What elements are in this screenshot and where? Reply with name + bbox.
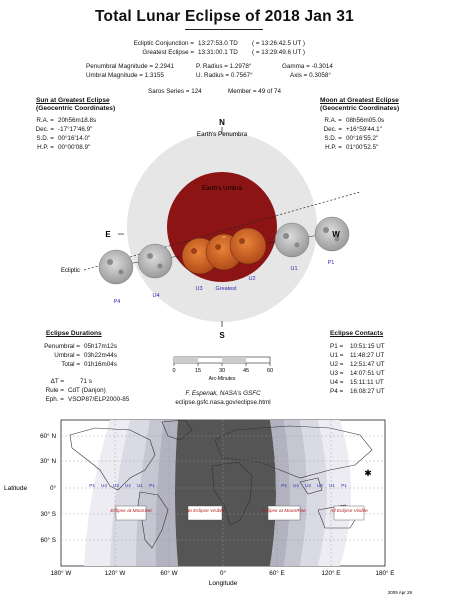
map-mark-p4-west: P4	[89, 483, 95, 488]
contact-label-u3: U3	[195, 286, 203, 292]
map-mark-p4-east: P4	[281, 483, 287, 488]
umbral-duration-label: Umbral =	[54, 352, 80, 359]
lat-tick-60n: 60° N	[40, 433, 56, 440]
moon-sd-label: S.D. =	[324, 135, 342, 142]
contact-u2-time: 12:51:47 UT	[350, 361, 385, 368]
contact-u3-label: U3 =	[330, 370, 344, 377]
sun-sd-value: 00°16'14.0"	[58, 135, 91, 142]
sun-dec-value: -17°17'46.9"	[58, 126, 93, 133]
contact-u1-label: U1 =	[330, 352, 344, 359]
scale-tick-0: 0	[172, 368, 176, 374]
saros-series: Saros Series = 124	[148, 88, 202, 95]
moon-subheading: (Geocentric Coordinates)	[320, 105, 400, 112]
moon-u4	[138, 244, 172, 278]
sun-hp-label: H.P. =	[37, 144, 54, 151]
sun-sd-label: S.D. =	[36, 135, 54, 142]
durations-heading: Eclipse Durations	[46, 330, 102, 337]
rule-value: CdT (Danjon)	[68, 387, 106, 394]
sublunar-point-icon: ✱	[364, 468, 372, 478]
scale-unit-label: Arc-Minutes	[208, 376, 236, 382]
map-mark-u3-east: U3	[305, 483, 311, 488]
umbral-duration-value: 03h22m44s	[84, 352, 117, 359]
lon-tick-120w: 120° W	[104, 570, 126, 577]
south-label: S	[219, 331, 225, 340]
moon-ra-value: 08h56m05.0s	[346, 117, 385, 124]
delta-t-label: ΔT =	[50, 378, 64, 385]
lat-tick-30n: 30° N	[40, 458, 56, 465]
gamma-value: Gamma = -0.3014	[282, 63, 333, 70]
map-mark-u4-east: U4	[293, 483, 299, 488]
lon-tick-60e: 60° E	[269, 570, 285, 577]
map-mark-u1-east: U1	[329, 483, 335, 488]
conjunction-label: Ecliptic Conjunction =	[133, 40, 194, 47]
map-mark-u2-east: U2	[317, 483, 323, 488]
delta-t-value: 71 s	[80, 378, 92, 385]
contact-u1-time: 11:48:27 UT	[350, 352, 385, 359]
scale-tick-45: 45	[242, 368, 250, 374]
moon-u1	[275, 223, 309, 257]
axis-value: Axis = 0.3058°	[290, 72, 331, 79]
moon-sd-value: 00°16'55.2"	[346, 135, 379, 142]
conjunction-td: 13:27:53.0 TD	[198, 40, 238, 47]
greatest-ut: ( = 13:29:49.6 UT )	[252, 49, 305, 56]
penumbra-label: Earth's Penumbra	[196, 131, 248, 138]
sun-ra-value: 20h56m18.8s	[58, 117, 97, 124]
map-mark-p1-east: P1	[341, 483, 347, 488]
lon-tick-180w: 180° W	[50, 570, 72, 577]
date-stamp: 2009 Apr 29	[387, 590, 412, 595]
lon-tick-60w: 60° W	[160, 570, 178, 577]
region-moonrise-label: Eclipse at MoonRise	[262, 509, 306, 514]
contact-label-p4: P4	[113, 299, 121, 305]
credit-author: F. Espenak, NASA's GSFC	[185, 390, 261, 397]
no-eclipse-region	[175, 420, 276, 566]
ecliptic-label: Ecliptic	[60, 268, 80, 274]
contact-u3-time: 14:07:51 UT	[350, 370, 385, 377]
contact-u2-label: U2 =	[330, 361, 344, 368]
map-mark-p1-west: P1	[149, 483, 155, 488]
moon-hp-value: 01°00'52.5"	[346, 144, 379, 151]
lon-tick-120e: 120° E	[321, 570, 341, 577]
conjunction-ut: ( = 13:26:42.5 UT )	[252, 40, 305, 47]
moon-p4	[99, 250, 133, 284]
umbra-label: Earth's Umbra	[201, 185, 243, 192]
moon-ra-label: R.A. =	[324, 117, 342, 124]
total-duration-value: 01h16m04s	[84, 361, 117, 368]
umbral-magnitude: Umbral Magnitude = 1.3155	[86, 72, 164, 79]
map-mark-u1-west: U1	[137, 483, 143, 488]
moon-hp-label: H.P. =	[325, 144, 342, 151]
sun-subheading: (Geocentric Coordinates)	[36, 105, 116, 112]
north-label: N	[219, 118, 225, 127]
moon-dec-label: Dec. =	[323, 126, 342, 133]
lon-tick-0: 0°	[219, 570, 227, 577]
east-label: E	[105, 230, 111, 239]
contact-u4-time: 15:11:11 UT	[350, 379, 384, 386]
contact-p4-time: 16:08:27 UT	[350, 388, 385, 395]
lon-tick-180e: 180° E	[375, 570, 395, 577]
contact-u4-label: U4 =	[330, 379, 344, 386]
lat-tick-0: 0°	[49, 485, 56, 492]
penumbra-radius: P. Radius = 1.2978°	[196, 63, 252, 70]
greatest-label: Greatest	[215, 286, 237, 292]
moon-dec-value: +16°59'44.1"	[346, 126, 382, 133]
contact-label-u1: U1	[290, 266, 298, 272]
scale-tick-60: 60	[266, 368, 274, 374]
penumbral-duration-label: Penumbral =	[44, 343, 80, 350]
total-duration-label: Total =	[61, 361, 80, 368]
scale-tick-30: 30	[218, 368, 226, 374]
penumbral-duration-value: 05h17m12s	[84, 343, 117, 350]
sun-heading: Sun at Greatest Eclipse	[36, 97, 110, 104]
sun-dec-label: Dec. =	[35, 126, 54, 133]
sun-ra-label: R.A. =	[36, 117, 54, 124]
region-all-visible-label: All Eclipse Visible	[330, 509, 368, 514]
contact-p1-label: P1 =	[330, 343, 344, 350]
page-title: Total Lunar Eclipse of 2018 Jan 31	[95, 8, 354, 25]
greatest-label: Greatest Eclipse =	[142, 49, 194, 56]
moon-u2	[230, 228, 266, 264]
region-no-eclipse-label: No Eclipse Visible	[185, 509, 225, 514]
sun-hp-value: 00°00'08.9"	[58, 144, 91, 151]
contact-label-u2: U2	[248, 276, 256, 282]
scale-tick-15: 15	[194, 368, 202, 374]
map-xlabel: Longitude	[208, 580, 238, 587]
west-label: W	[332, 230, 340, 239]
region-moonset-label: Eclipse at MoonSet	[110, 509, 152, 514]
map-ylabel: Latitude	[4, 485, 28, 492]
map-mark-u2-west: U2	[125, 483, 131, 488]
contact-label-p1: P1	[327, 260, 335, 266]
lat-tick-60s: 60° S	[40, 537, 56, 544]
umbra-radius: U. Radius = 0.7567°	[196, 72, 253, 79]
moon-heading: Moon at Greatest Eclipse	[320, 97, 399, 104]
contact-label-u4: U4	[152, 293, 160, 299]
map-mark-u4-west: U4	[101, 483, 107, 488]
arc-minute-scale	[168, 355, 278, 385]
rule-label: Rule =	[45, 387, 64, 394]
map-mark-u3-west: U3	[113, 483, 119, 488]
title-underline	[185, 29, 263, 30]
contact-p4-label: P4 =	[330, 388, 344, 395]
eph-label: Eph. =	[45, 396, 64, 403]
saros-member: Member = 49 of 74	[228, 88, 282, 95]
visibility-map	[0, 412, 449, 600]
penumbral-magnitude: Penumbral Magnitude = 2.2941	[86, 63, 175, 70]
contacts-heading: Eclipse Contacts	[330, 330, 384, 337]
lat-tick-30s: 30° S	[40, 511, 56, 518]
credit-url: eclipse.gsfc.nasa.gov/eclipse.html	[175, 399, 271, 406]
greatest-td: 13:31:00.1 TD	[198, 49, 238, 56]
contact-p1-time: 10:51:15 UT	[350, 343, 385, 350]
eph-value: VSOP87/ELP2000-85	[68, 396, 130, 403]
